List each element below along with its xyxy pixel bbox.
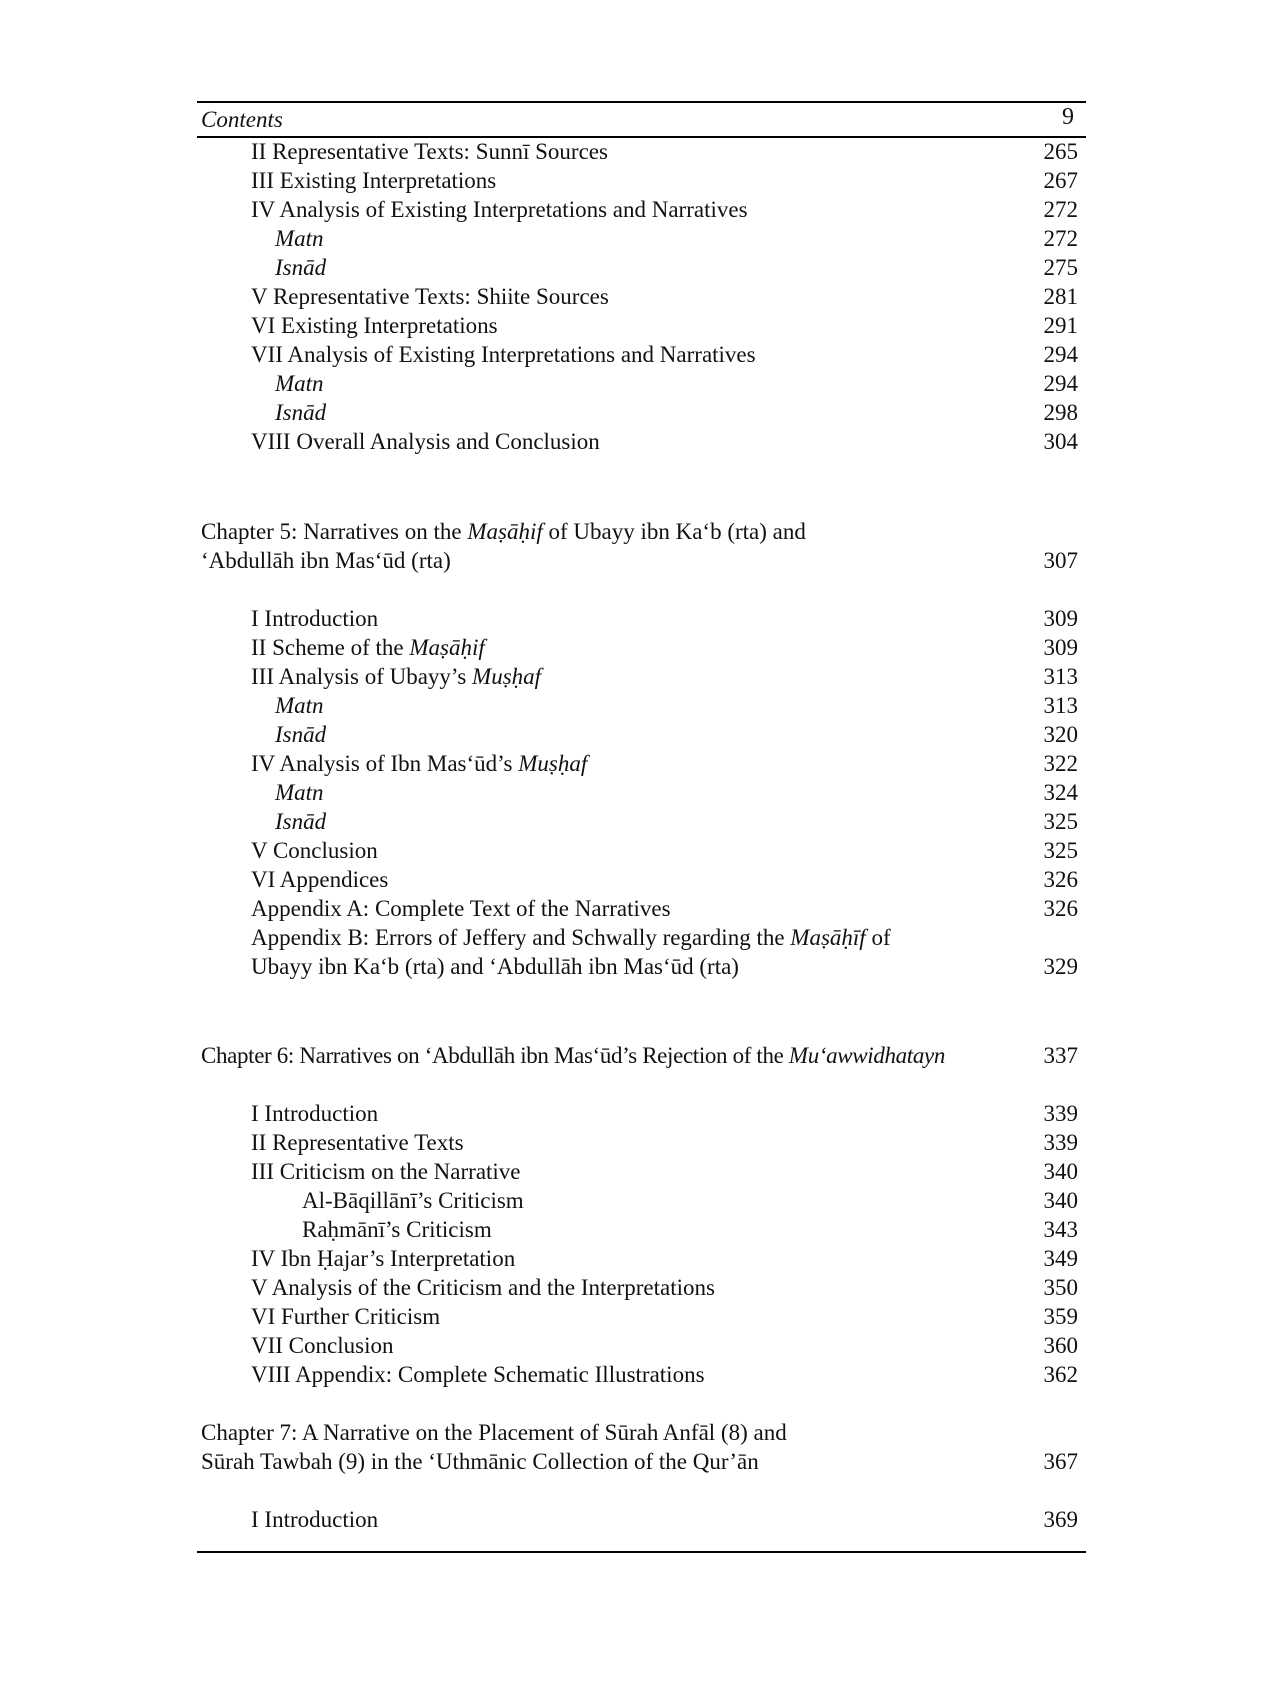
toc-entry: VIII Overall Analysis and Conclusion <box>251 429 600 454</box>
header-top-rule <box>197 101 1086 103</box>
toc-page-number: 267 <box>1043 168 1078 193</box>
toc-entry: II Representative Texts <box>251 1130 464 1155</box>
toc-page-number: 298 <box>1043 400 1078 425</box>
toc-subentry: Isnād <box>275 722 327 747</box>
toc-chapter-5: Chapter 5: Narratives on the Maṣāḥif of Ubayy ibn Ka‘b (rta) and <box>201 519 806 544</box>
toc-page-number: 265 <box>1043 139 1078 164</box>
toc-page-number: 340 <box>1043 1188 1078 1213</box>
toc-page-number: 294 <box>1043 342 1078 367</box>
toc-page-number: 340 <box>1043 1159 1078 1184</box>
toc-page-number: 337 <box>1043 1043 1078 1068</box>
toc-page-number: 326 <box>1043 896 1078 921</box>
toc-entry: Appendix A: Complete Text of the Narratives <box>251 896 671 921</box>
toc-subentry: Matn <box>275 780 324 805</box>
toc-entry: V Representative Texts: Shiite Sources <box>251 284 609 309</box>
toc-page-number: 325 <box>1043 838 1078 863</box>
toc-page-number: 339 <box>1043 1130 1078 1155</box>
toc-entry: III Analysis of Ubayy’s Muṣḥaf <box>251 664 542 689</box>
toc-page-number: 369 <box>1043 1507 1078 1532</box>
toc-chapter-5-line2: ‘Abdullāh ibn Mas‘ūd (rta) <box>201 548 451 573</box>
toc-entry: IV Analysis of Ibn Mas‘ūd’s Muṣḥaf <box>251 751 588 776</box>
toc-subentry: Raḥmānī’s Criticism <box>302 1217 492 1242</box>
toc-subentry: Al-Bāqillānī’s Criticism <box>302 1188 524 1213</box>
toc-entry: IV Ibn Ḥajar’s Interpretation <box>251 1246 516 1271</box>
toc-page-number: 304 <box>1043 429 1078 454</box>
toc-page-number: 313 <box>1043 693 1078 718</box>
toc-page-number: 362 <box>1043 1362 1078 1387</box>
toc-chapter-7: Chapter 7: A Narrative on the Placement of Sūrah Anfāl (8) and <box>201 1420 787 1445</box>
toc-page-number: 309 <box>1043 606 1078 631</box>
toc-entry: V Analysis of the Criticism and the Interpretations <box>251 1275 715 1300</box>
toc-page-number: 339 <box>1043 1101 1078 1126</box>
toc-entry: I Introduction <box>251 1507 379 1532</box>
toc-page-number: 272 <box>1043 226 1078 251</box>
toc-entry: III Criticism on the Narrative <box>251 1159 521 1184</box>
toc-chapter-6: Chapter 6: Narratives on ‘Abdullāh ibn Mas‘ūd’s Rejection of the Mu‘awwidhatayn <box>201 1043 945 1068</box>
toc-subentry: Matn <box>275 371 324 396</box>
toc-chapter-7-line2: Sūrah Tawbah (9) in the ‘Uthmānic Collection of the Qur’ān <box>201 1449 759 1474</box>
toc-entry: Appendix B: Errors of Jeffery and Schwally regarding the Maṣāḥīf of <box>251 925 891 950</box>
toc-page-number: 320 <box>1043 722 1078 747</box>
toc-entry: II Representative Texts: Sunnī Sources <box>251 139 608 164</box>
toc-subentry: Isnād <box>275 400 327 425</box>
toc-subentry: Matn <box>275 226 324 251</box>
toc-page-number: 343 <box>1043 1217 1078 1242</box>
toc-page-number: 329 <box>1043 954 1078 979</box>
toc-subentry: Isnād <box>275 809 327 834</box>
toc-entry: VI Appendices <box>251 867 389 892</box>
toc-page-number: 294 <box>1043 371 1078 396</box>
toc-page-number: 324 <box>1043 780 1078 805</box>
toc-page-number: 326 <box>1043 867 1078 892</box>
footer-rule <box>197 1551 1086 1553</box>
running-header-page-number: 9 <box>1062 104 1074 130</box>
toc-entry: V Conclusion <box>251 838 378 863</box>
toc-entry: I Introduction <box>251 1101 379 1126</box>
toc-entry: IV Analysis of Existing Interpretations and Narratives <box>251 197 748 222</box>
toc-subentry: Isnād <box>275 255 327 280</box>
toc-page-number: 360 <box>1043 1333 1078 1358</box>
toc-subentry: Matn <box>275 693 324 718</box>
toc-entry: VII Analysis of Existing Interpretations and Narratives <box>251 342 756 367</box>
toc-page-number: 309 <box>1043 635 1078 660</box>
toc-page-number: 307 <box>1043 548 1078 573</box>
toc-entry: VI Existing Interpretations <box>251 313 498 338</box>
toc-page-number: 275 <box>1043 255 1078 280</box>
toc-entry: VII Conclusion <box>251 1333 394 1358</box>
toc-page-number: 291 <box>1043 313 1078 338</box>
toc-page-number: 349 <box>1043 1246 1078 1271</box>
toc-page-number: 350 <box>1043 1275 1078 1300</box>
toc-entry: II Scheme of the Maṣāḥif <box>251 635 485 660</box>
toc-entry: VI Further Criticism <box>251 1304 441 1329</box>
toc-page-number: 281 <box>1043 284 1078 309</box>
toc-page-number: 325 <box>1043 809 1078 834</box>
toc-page-number: 367 <box>1043 1449 1078 1474</box>
toc-entry: I Introduction <box>251 606 379 631</box>
toc-entry: VIII Appendix: Complete Schematic Illustrations <box>251 1362 705 1387</box>
toc-page-number: 313 <box>1043 664 1078 689</box>
toc-page-number: 359 <box>1043 1304 1078 1329</box>
toc-entry-line2: Ubayy ibn Ka‘b (rta) and ‘Abdullāh ibn Mas‘ūd (rta) <box>251 954 739 979</box>
toc-page-number: 322 <box>1043 751 1078 776</box>
toc-entry: III Existing Interpretations <box>251 168 497 193</box>
toc-page-number: 272 <box>1043 197 1078 222</box>
running-header-title: Contents <box>201 107 283 132</box>
